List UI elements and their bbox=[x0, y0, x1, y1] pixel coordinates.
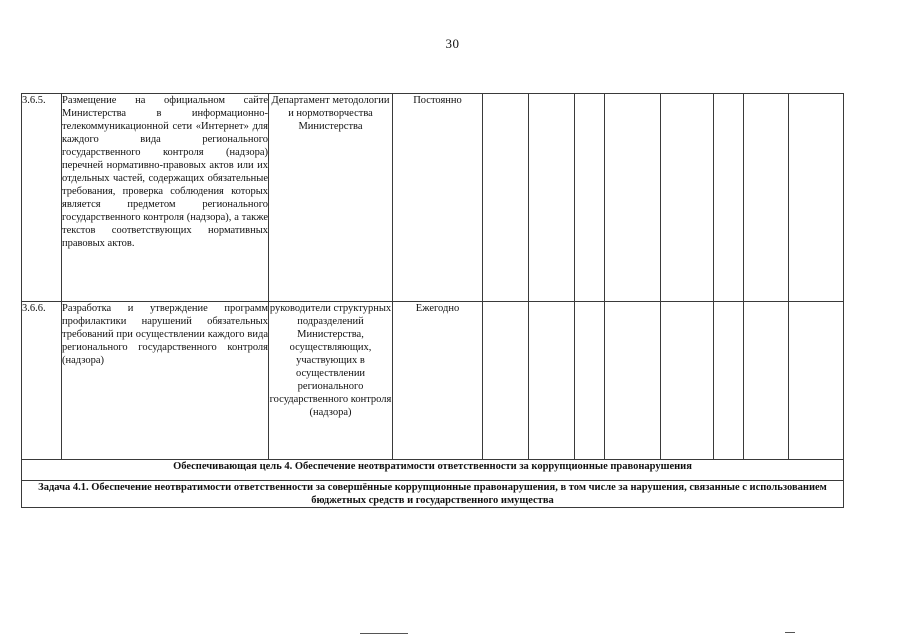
empty-cell bbox=[575, 94, 605, 302]
measure-description: Размещение на официальном сайте Министерства в информационно-телекоммуникационной сети «Интернет» для каждого вида регионального государственного контроля (надзора) перечней нормативно-правовых актов или их отдельных частей, содержащих обязательные требования, проверка соблюдения которых является предметом регионального государственного контроля (надзора), а также текстов соответствующих нормативных правовых актов. bbox=[62, 94, 269, 302]
scan-artifact bbox=[785, 632, 795, 633]
goal-heading: Обеспечивающая цель 4. Обеспечение неотвратимости ответственности за коррупционные правонарушения bbox=[22, 460, 844, 481]
page-number: 30 bbox=[445, 36, 460, 51]
empty-cell bbox=[661, 94, 714, 302]
empty-cell bbox=[483, 302, 529, 460]
table-row bbox=[22, 302, 844, 460]
table-row bbox=[22, 94, 844, 302]
responsible-unit: Департамент методологии и нормотворчества Министерства bbox=[269, 94, 393, 302]
task-row bbox=[22, 481, 844, 508]
row-number: 3.6.5. bbox=[22, 94, 62, 302]
empty-cell bbox=[714, 302, 744, 460]
measures-table bbox=[21, 93, 844, 508]
responsible-unit: руководители структурных подразделений Министерства, осуществляющих, участвующих в осуществлении регионального государственного контроля (надзора) bbox=[269, 302, 393, 460]
empty-cell bbox=[789, 94, 844, 302]
empty-cell bbox=[529, 94, 575, 302]
goal-row bbox=[22, 460, 844, 481]
execution-period: Постоянно bbox=[393, 94, 483, 302]
empty-cell bbox=[483, 94, 529, 302]
execution-period: Ежегодно bbox=[393, 302, 483, 460]
row-number: 3.6.6. bbox=[22, 302, 62, 460]
empty-cell bbox=[789, 302, 844, 460]
empty-cell bbox=[661, 302, 714, 460]
empty-cell bbox=[529, 302, 575, 460]
empty-cell bbox=[744, 302, 789, 460]
empty-cell bbox=[605, 94, 661, 302]
scan-artifact bbox=[360, 633, 408, 634]
measure-description: Разработка и утверждение программ профилактики нарушений обязательных требований при осуществлении каждого вида регионального государственного контроля (надзора) bbox=[62, 302, 269, 460]
empty-cell bbox=[744, 94, 789, 302]
empty-cell bbox=[575, 302, 605, 460]
empty-cell bbox=[714, 94, 744, 302]
empty-cell bbox=[605, 302, 661, 460]
task-heading: Задача 4.1. Обеспечение неотвратимости ответственности за совершённые коррупционные правонарушения, в том числе за нарушения, связанные с использованием бюджетных средств и государственного имущества bbox=[22, 481, 844, 508]
